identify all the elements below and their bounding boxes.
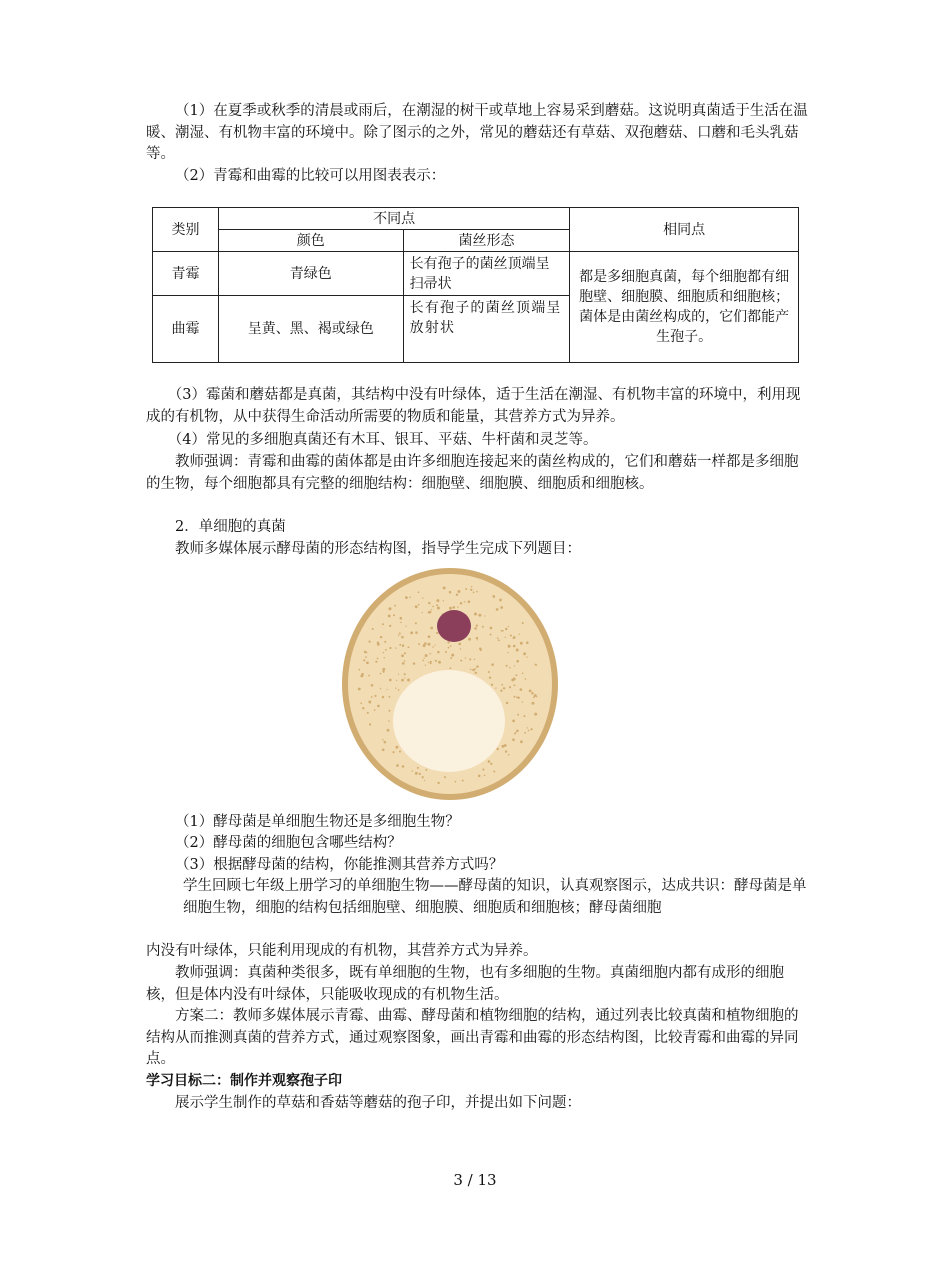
cytoplasm-granule	[395, 688, 396, 689]
cytoplasm-granule	[400, 617, 403, 620]
cytoplasm-granule	[497, 637, 499, 639]
cytoplasm-granule	[476, 637, 478, 639]
cytoplasm-granule	[395, 647, 396, 648]
cytoplasm-granule	[450, 657, 452, 659]
cytoplasm-granule	[451, 654, 454, 657]
cytoplasm-granule	[394, 605, 396, 607]
cytoplasm-granule	[408, 646, 410, 648]
cytoplasm-granule	[402, 644, 405, 647]
cytoplasm-granule	[409, 596, 411, 598]
cytoplasm-granule	[496, 608, 499, 611]
header-color: 颜色	[218, 230, 403, 252]
cytoplasm-granule	[415, 772, 418, 775]
cytoplasm-granule	[531, 728, 533, 730]
cytoplasm-granule	[387, 729, 390, 732]
cytoplasm-granule	[524, 732, 526, 734]
cytoplasm-granule	[522, 701, 523, 702]
cytoplasm-granule	[388, 696, 390, 698]
section-heading-unicellular: 2．单细胞的真菌	[175, 519, 286, 535]
cytoplasm-granule	[396, 764, 399, 767]
cytoplasm-granule	[475, 672, 477, 674]
cytoplasm-granule	[415, 631, 418, 634]
cytoplasm-granule	[365, 656, 367, 658]
cytoplasm-granule	[468, 600, 471, 603]
cytoplasm-granule	[513, 645, 516, 648]
cytoplasm-granule	[415, 605, 418, 608]
cytoplasm-granule	[526, 641, 529, 644]
cytoplasm-granule	[400, 622, 402, 624]
cytoplasm-granule	[531, 692, 534, 695]
cytoplasm-granule	[436, 604, 438, 606]
cytoplasm-granule	[471, 586, 472, 587]
question-3: （3）根据酵母菌的结构，你能推测其营养方式吗？	[175, 857, 504, 873]
header-similarities: 相同点	[570, 208, 799, 252]
cytoplasm-granule	[470, 669, 472, 671]
cytoplasm-granule	[527, 727, 528, 728]
cytoplasm-granule	[520, 740, 523, 743]
paragraph-9: 内没有叶绿体，只能利用现成的有机物，其营养方式为异养。	[146, 943, 538, 959]
cytoplasm-granule	[375, 661, 377, 663]
cytoplasm-granule	[510, 634, 512, 636]
cytoplasm-granule	[402, 765, 405, 768]
cytoplasm-granule	[489, 677, 491, 679]
cytoplasm-granule	[407, 679, 410, 682]
cytoplasm-granule	[470, 589, 472, 591]
cytoplasm-granule	[523, 715, 525, 717]
cytoplasm-granule	[513, 684, 515, 686]
cytoplasm-granule	[413, 662, 415, 664]
cytoplasm-granule	[505, 628, 507, 630]
question-2: （2）酵母菌的细胞包含哪些结构？	[175, 835, 402, 851]
cytoplasm-granule	[418, 591, 420, 593]
cytoplasm-granule	[428, 602, 430, 604]
cytoplasm-granule	[517, 714, 519, 716]
cytoplasm-granule	[455, 781, 457, 783]
cytoplasm-granule	[508, 645, 511, 648]
cytoplasm-granule	[428, 643, 431, 646]
cytoplasm-granule	[380, 636, 382, 638]
cytoplasm-granule	[438, 661, 441, 664]
paragraph-10: 教师强调：真菌种类很多，既有单细胞的生物，也有多细胞的生物。真菌细胞内都有成形的细胞核，但是体内没有叶绿体，只能吸收现成的有机物生活。	[146, 965, 784, 1003]
cytoplasm-granule	[434, 644, 435, 645]
cytoplasm-granule	[498, 639, 500, 641]
cytoplasm-granule	[490, 763, 492, 765]
cytoplasm-granule	[417, 767, 419, 769]
cytoplasm-granule	[482, 769, 484, 771]
row-aspergillus-hyphae: 长有孢子的菌丝顶端呈放射状	[403, 296, 570, 363]
cytoplasm-granule	[404, 660, 405, 661]
cytoplasm-granule	[367, 712, 369, 714]
row-aspergillus-color: 呈黄、黑、褐或绿色	[218, 296, 403, 363]
cytoplasm-granule	[432, 646, 434, 648]
cytoplasm-granule	[535, 664, 537, 666]
cytoplasm-granule	[404, 652, 406, 654]
cytoplasm-granule	[398, 689, 400, 691]
cytoplasm-granule	[364, 651, 367, 654]
header-category: 类别	[153, 208, 219, 252]
cytoplasm-granule	[480, 649, 482, 651]
paragraph-5: 教师强调：青霉和曲霉的菌体都是由许多细胞连接起来的菌丝构成的，它们和蘑菇一样都是多细胞的生物，每个细胞都具有完整的细胞结构：细胞壁、细胞膜、细胞质和细胞核。	[146, 454, 799, 492]
cytoplasm-granule	[477, 639, 478, 640]
cytoplasm-granule	[387, 689, 388, 690]
cytoplasm-granule	[389, 625, 391, 627]
cytoplasm-granule	[513, 678, 516, 681]
cytoplasm-granule	[384, 657, 385, 658]
cytoplasm-granule	[418, 604, 420, 606]
cytoplasm-granule	[395, 746, 398, 749]
cytoplasm-granule	[366, 662, 368, 664]
cytoplasm-granule	[432, 606, 434, 608]
cytoplasm-granule	[528, 730, 530, 732]
cytoplasm-granule	[368, 675, 370, 677]
row-penicillium-name: 青霉	[153, 252, 219, 296]
cytoplasm-granule	[402, 662, 405, 665]
cytoplasm-granule	[503, 687, 505, 689]
cytoplasm-granule	[424, 780, 425, 781]
cytoplasm-granule	[404, 677, 405, 678]
cytoplasm-granule	[401, 636, 404, 639]
cytoplasm-granule	[519, 688, 522, 691]
cytoplasm-granule	[460, 648, 461, 649]
cytoplasm-granule	[522, 672, 524, 674]
cytoplasm-granule	[514, 665, 515, 666]
cytoplasm-granule	[495, 687, 496, 688]
cytoplasm-granule	[388, 710, 390, 712]
cytoplasm-granule	[476, 665, 478, 667]
cytoplasm-granule	[460, 602, 463, 605]
cytoplasm-granule	[431, 609, 432, 610]
cytoplasm-granule	[368, 701, 371, 704]
cytoplasm-granule	[449, 607, 452, 610]
cytoplasm-granule	[383, 652, 384, 653]
header-hyphae-shape: 菌丝形态	[403, 230, 570, 252]
paragraph-3: （3）霉菌和蘑菇都是真菌，其结构中没有叶绿体，适于生活在潮湿、有机物丰富的环境中，利用现成的有机物，从中获得生命活动所需要的物质和能量，其营养方式为异养。	[146, 387, 801, 425]
cytoplasm-granule	[501, 684, 503, 686]
cytoplasm-granule	[384, 641, 386, 643]
cytoplasm-granule	[422, 660, 424, 662]
cytoplasm-granule	[445, 651, 447, 653]
paragraph-1: （1）在夏季或秋季的清晨或雨后，在潮湿的树干或草地上容易采到蘑菇。这说明真菌适于生活在温暖、潮湿、有机物丰富的环境中。除了图示的之外，常见的蘑菇还有草菇、双孢蘑菇、口蘑和毛头乳菇等。	[146, 103, 808, 162]
cytoplasm-granule	[462, 780, 464, 782]
cytoplasm-granule	[458, 590, 461, 593]
cytoplasm-granule	[377, 705, 380, 708]
cytoplasm-granule	[464, 601, 466, 603]
cytoplasm-granule	[436, 632, 438, 634]
cytoplasm-granule	[369, 641, 371, 643]
cytoplasm-granule	[505, 637, 506, 638]
cytoplasm-granule	[428, 635, 431, 638]
cytoplasm-granule	[380, 673, 382, 675]
cytoplasm-granule	[474, 627, 477, 630]
paragraph-7: 教师多媒体展示酵母菌的形态结构图，指导学生完成下列题目：	[175, 541, 581, 557]
cytoplasm-granule	[418, 643, 420, 645]
paragraph-11: 方案二：教师多媒体展示青霉、曲霉、酵母菌和植物细胞的结构，通过列表比较真菌和植物细胞的结构从而推测真菌的营养方式，通过观察图象，画出青霉和曲霉的形态结构图，比较青霉和曲霉的异同点。	[146, 1008, 799, 1067]
cytoplasm-granule	[484, 615, 485, 616]
cytoplasm-granule	[512, 720, 515, 723]
cytoplasm-granule	[398, 635, 399, 636]
cytoplasm-granule	[474, 613, 477, 616]
cytoplasm-granule	[516, 660, 519, 663]
yeast-cell-figure	[337, 560, 563, 808]
cytoplasm-granule	[508, 754, 510, 756]
paragraph-2: （2）青霉和曲霉的比较可以用图表表示：	[175, 168, 446, 184]
yeast-cell-illustration	[337, 560, 563, 808]
cytoplasm-granule	[458, 643, 461, 646]
row-aspergillus-name: 曲霉	[153, 296, 219, 363]
cytoplasm-granule	[437, 607, 440, 610]
cytoplasm-granule	[362, 707, 364, 709]
cytoplasm-granule	[506, 665, 508, 667]
cytoplasm-granule	[457, 606, 458, 607]
cytoplasm-granule	[465, 588, 467, 590]
cytoplasm-granule	[389, 607, 392, 610]
cytoplasm-granule	[516, 730, 519, 733]
cytoplasm-granule	[384, 741, 387, 744]
cytoplasm-granule	[484, 774, 486, 776]
cytoplasm-granule	[507, 652, 508, 653]
cytoplasm-granule	[476, 591, 478, 593]
cytoplasm-granule	[377, 658, 379, 660]
cytoplasm-granule	[424, 657, 425, 658]
cytoplasm-granule	[502, 630, 503, 631]
cytoplasm-granule	[428, 662, 429, 663]
cytoplasm-granule	[509, 667, 511, 669]
cytoplasm-granule	[398, 674, 399, 675]
cytoplasm-granule	[514, 733, 516, 735]
cytoplasm-granule	[473, 592, 475, 594]
cytoplasm-granule	[522, 622, 524, 624]
cytoplasm-granule	[405, 596, 408, 599]
cytoplasm-granule	[425, 664, 426, 665]
cytoplasm-granule	[380, 688, 381, 689]
cytoplasm-granule	[519, 633, 520, 634]
cytoplasm-granule	[392, 751, 394, 753]
cytoplasm-granule	[360, 702, 362, 704]
cytoplasm-granule	[377, 642, 379, 644]
cytoplasm-granule	[523, 652, 526, 655]
cytoplasm-granule	[399, 750, 401, 752]
cytoplasm-granule	[450, 645, 452, 647]
cytoplasm-granule	[478, 775, 481, 778]
cytoplasm-granule	[496, 748, 498, 750]
cytoplasm-granule	[520, 642, 523, 645]
cytoplasm-granule	[472, 669, 475, 672]
comparison-table	[152, 207, 799, 363]
cytoplasm-granule	[508, 626, 509, 627]
cytoplasm-granule	[514, 696, 516, 698]
cytoplasm-granule	[505, 750, 507, 752]
header-differences: 不同点	[218, 208, 569, 230]
cytoplasm-granule	[475, 668, 477, 670]
cytoplasm-granule	[509, 686, 511, 688]
vacuole	[393, 670, 505, 772]
cytoplasm-granule	[474, 659, 475, 660]
cytoplasm-granule	[513, 636, 516, 639]
cytoplasm-granule	[396, 680, 397, 681]
cytoplasm-granule	[516, 649, 519, 652]
cytoplasm-granule	[411, 770, 413, 772]
cytoplasm-granule	[517, 697, 519, 699]
cytoplasm-granule	[449, 591, 452, 594]
cytoplasm-granule	[456, 593, 458, 595]
cytoplasm-granule	[372, 628, 374, 630]
cytoplasm-granule	[437, 651, 440, 654]
cytoplasm-granule	[430, 653, 432, 655]
cytoplasm-granule	[404, 673, 406, 675]
cytoplasm-granule	[422, 597, 423, 598]
cytoplasm-granule	[415, 622, 417, 624]
cytoplasm-granule	[399, 644, 401, 646]
cytoplasm-granule	[382, 696, 384, 698]
cytoplasm-granule	[499, 599, 502, 602]
cytoplasm-granule	[506, 702, 508, 704]
cytoplasm-granule	[371, 684, 374, 687]
cytoplasm-granule	[389, 679, 392, 682]
cytoplasm-granule	[478, 614, 481, 617]
cytoplasm-granule	[460, 660, 462, 662]
paragraph-8: 学生回顾七年级上册学习的单细胞生物——酵母菌的知识，认真观察图示，达成共识：酵母菌是单细胞生物，细胞的结构包括细胞壁、细胞膜、细胞质和细胞核；酵母菌细胞	[183, 878, 807, 916]
cytoplasm-granule	[453, 606, 456, 609]
cytoplasm-granule	[358, 669, 360, 671]
cytoplasm-granule	[382, 670, 384, 672]
paragraph-4: （4）常见的多细胞真菌还有木耳、银耳、平菇、牛杆菌和灵芝等。	[167, 432, 598, 448]
cytoplasm-granule	[490, 634, 492, 636]
cytoplasm-granule	[425, 654, 428, 657]
cytoplasm-granule	[385, 649, 387, 651]
cytoplasm-granule	[369, 723, 371, 725]
cytoplasm-granule	[382, 623, 384, 625]
cytoplasm-granule	[399, 632, 401, 634]
cytoplasm-granule	[374, 709, 376, 711]
cytoplasm-granule	[389, 647, 391, 649]
cytoplasm-granule	[468, 638, 471, 641]
cytoplasm-granule	[410, 631, 413, 634]
cytoplasm-granule	[447, 641, 449, 643]
cytoplasm-granule	[388, 614, 391, 617]
cytoplasm-granule	[388, 720, 390, 722]
cytoplasm-granule	[500, 690, 502, 692]
cytoplasm-granule	[422, 612, 423, 613]
cytoplasm-granule	[363, 659, 365, 661]
cytoplasm-granule	[525, 678, 526, 679]
cytoplasm-granule	[529, 690, 532, 693]
cytoplasm-granule	[488, 760, 491, 763]
nucleus	[437, 610, 471, 642]
cytoplasm-granule	[482, 626, 484, 628]
cytoplasm-granule	[515, 674, 517, 676]
cytoplasm-granule	[435, 660, 437, 662]
cytoplasm-granule	[425, 769, 427, 771]
cytoplasm-granule	[430, 661, 432, 663]
cytoplasm-granule	[374, 695, 376, 697]
cytoplasm-granule	[382, 739, 384, 741]
cytoplasm-granule	[533, 696, 535, 698]
cytoplasm-granule	[491, 684, 493, 686]
cytoplasm-granule	[443, 586, 446, 589]
cytoplasm-granule	[448, 647, 450, 649]
cytoplasm-granule	[449, 667, 451, 669]
paragraph-12: 展示学生制作的草菇和香菇等蘑菇的孢子印，并提出如下问题：	[175, 1095, 581, 1111]
cytoplasm-granule	[490, 627, 493, 630]
cytoplasm-granule	[401, 679, 404, 682]
cytoplasm-granule	[430, 627, 433, 630]
cytoplasm-granule	[465, 657, 466, 658]
cytoplasm-granule	[444, 776, 446, 778]
cytoplasm-granule	[534, 713, 537, 716]
cytoplasm-granule	[428, 611, 430, 613]
cytoplasm-granule	[401, 654, 404, 657]
cytoplasm-granule	[526, 656, 527, 657]
page-number: 3 / 13	[453, 1171, 497, 1189]
cytoplasm-granule	[405, 626, 406, 627]
cytoplasm-granule	[532, 702, 535, 705]
cytoplasm-granule	[476, 624, 478, 626]
cytoplasm-granule	[437, 782, 439, 784]
cytoplasm-granule	[534, 694, 537, 697]
cytoplasm-granule	[382, 668, 385, 671]
cytoplasm-granule	[501, 745, 504, 748]
cytoplasm-granule	[371, 696, 373, 698]
row-penicillium-color: 青绿色	[218, 252, 403, 296]
cytoplasm-granule	[469, 658, 471, 660]
cytoplasm-granule	[382, 748, 385, 751]
row-penicillium-hyphae: 长有孢子的菌丝顶端呈扫帚状	[403, 252, 570, 296]
cytoplasm-granule	[393, 614, 395, 616]
cytoplasm-granule	[491, 663, 494, 666]
similarities-cell: 都是多细胞真菌，每个细胞都有细胞壁、细胞膜、细胞质和细胞核；菌体是由菌丝构成的，它们都能产生孢子。	[570, 252, 799, 363]
cytoplasm-granule	[488, 671, 490, 673]
cytoplasm-granule	[493, 771, 495, 773]
cytoplasm-granule	[500, 606, 503, 609]
cytoplasm-granule	[422, 776, 424, 778]
cytoplasm-granule	[512, 738, 515, 741]
cytoplasm-granule	[493, 596, 495, 598]
cytoplasm-granule	[423, 644, 426, 647]
cytoplasm-granule	[360, 674, 363, 677]
cytoplasm-granule	[443, 600, 444, 601]
cytoplasm-granule	[358, 688, 361, 691]
cytoplasm-granule	[419, 773, 421, 775]
question-1: （1）酵母菌是单细胞生物还是多细胞生物？	[175, 814, 460, 830]
learning-goal-2-heading: 学习目标二：制作并观察孢子印	[146, 1073, 342, 1089]
cytoplasm-granule	[436, 599, 439, 602]
